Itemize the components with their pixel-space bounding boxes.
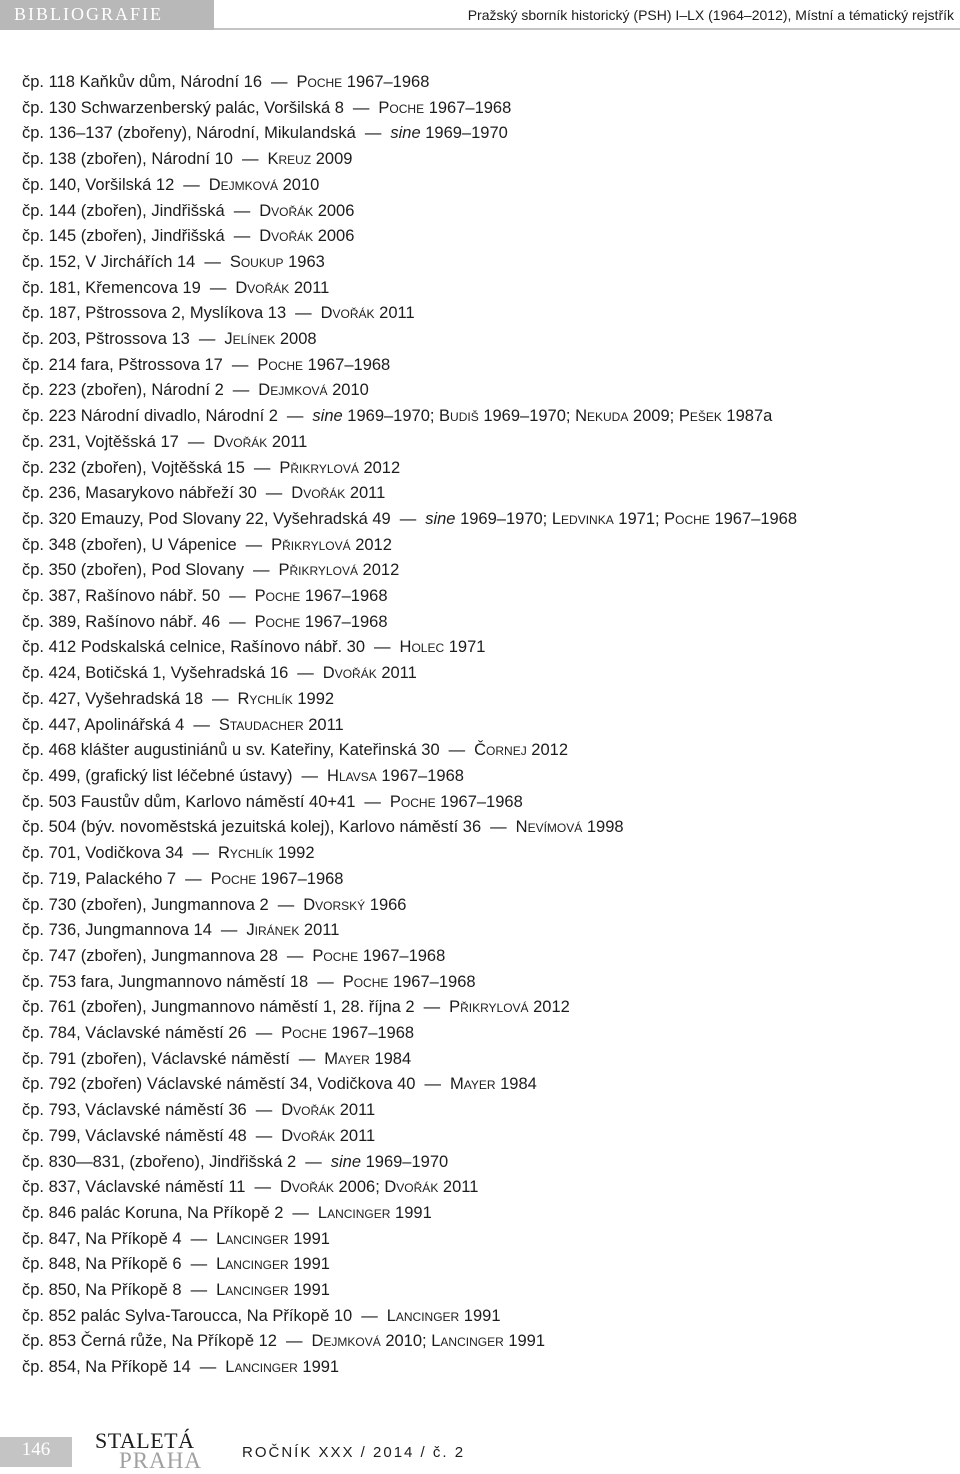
author-name: Přikrylová [449, 998, 529, 1017]
separator-dash: — [232, 381, 250, 400]
entry-text: 1984 [495, 1075, 537, 1094]
index-entry [22, 1175, 797, 1201]
author-name: Poche [254, 587, 301, 606]
entry-text: čp. 719, Palackého 7 [22, 869, 177, 888]
separator-dash: — [490, 818, 507, 837]
entry-text: 1967–1968 [300, 587, 388, 606]
entry-text: 1991 [503, 1332, 546, 1351]
entry-text: čp. 223 (zbořen), Národní 2 [22, 381, 224, 400]
entry-text: čp. 232 (zbořen), Vojtěšská 15 [22, 458, 245, 477]
index-entry-list [22, 70, 797, 1381]
index-entry [22, 353, 797, 379]
entry-text: 2010 [327, 381, 369, 400]
index-entry [22, 430, 797, 456]
separator-dash: — [448, 741, 466, 760]
entry-text: 1967–1968 [342, 73, 430, 91]
author-name: Poche [281, 1024, 327, 1043]
index-entry [22, 378, 797, 404]
author-name: Mayer [449, 1075, 496, 1094]
entry-text: 1966 [365, 895, 407, 914]
sine-label: sine [312, 407, 343, 426]
index-entry [22, 893, 797, 919]
entry-text: 2010; [380, 1332, 432, 1351]
separator-dash: — [229, 612, 246, 631]
index-entry [22, 918, 797, 944]
author-name: Dvořák [259, 201, 314, 220]
entry-text: 1967–1968 [424, 98, 512, 117]
entry-text: čp. 231, Vojtěšská 17 [22, 432, 179, 451]
entry-text: čp. 499, (grafický list léčebné ústavy) [22, 766, 293, 785]
index-entry [22, 1098, 797, 1124]
author-name: Poche [342, 972, 389, 991]
separator-dash: — [187, 432, 205, 451]
author-name: Jiránek [246, 921, 300, 940]
author-name: Ledvinka [551, 509, 614, 528]
entry-text: 1984 [369, 1049, 412, 1068]
separator-dash: — [198, 330, 216, 349]
index-entry [22, 764, 797, 790]
entry-text: čp. 427, Vyšehradská 18 [22, 689, 204, 708]
entry-text: čp. 214 fara, Pštrossova 17 [22, 355, 223, 374]
separator-dash: — [364, 124, 382, 143]
entry-text: čp. 853 Černá růže, Na Příkopě 12 [22, 1332, 277, 1351]
separator-dash: — [253, 458, 271, 477]
entry-text: 2011 [438, 1178, 479, 1197]
sine-label: sine [425, 509, 456, 528]
entry-text: 2006 [313, 201, 355, 220]
entry-text: čp. 830—831, (zbořeno), Jindřišská 2 [22, 1152, 297, 1171]
entry-text: čp. 223 Národní divadlo, Národní 2 [22, 407, 278, 426]
separator-dash: — [265, 484, 283, 503]
index-entry [22, 584, 797, 610]
index-entry [22, 661, 797, 687]
separator-dash: — [374, 638, 391, 657]
author-name: Lancinger [431, 1332, 504, 1351]
entry-text: 2010 [278, 175, 320, 194]
author-name: Soukup [229, 252, 284, 271]
index-entry [22, 173, 797, 199]
index-entry [22, 224, 797, 250]
separator-dash: — [190, 1229, 208, 1248]
entry-text: 1992 [292, 689, 335, 708]
author-name: Lancinger [386, 1306, 460, 1325]
separator-dash: — [301, 766, 319, 785]
separator-dash: — [364, 792, 381, 811]
author-name: Dvořák [322, 664, 377, 683]
index-entry [22, 1355, 797, 1381]
separator-dash: — [277, 895, 295, 914]
entry-text: čp. 424, Botičská 1, Vyšehradská 16 [22, 664, 289, 683]
author-name: Rychlík [237, 689, 293, 708]
separator-dash: — [193, 715, 210, 734]
separator-dash: — [297, 664, 314, 683]
author-name: Jelínek [224, 330, 276, 349]
entry-text: 2009; [628, 407, 679, 426]
entry-text: čp. 747 (zbořen), Jungmannova 28 [22, 946, 278, 965]
separator-dash: — [298, 1049, 316, 1068]
entry-text: 1992 [273, 844, 315, 863]
index-entry [22, 1124, 797, 1150]
author-name: Kreuz [267, 150, 312, 169]
separator-dash: — [361, 1306, 378, 1325]
entry-text: 1987a [721, 407, 773, 426]
index-entry [22, 121, 797, 147]
entry-text: 1969–1970; [342, 407, 440, 426]
author-name: Rychlík [217, 844, 274, 863]
author-name: Dvořák [281, 1126, 336, 1145]
author-name: Lancinger [216, 1255, 289, 1274]
separator-dash: — [233, 227, 251, 246]
entry-text: 1967–1968 [326, 1024, 415, 1043]
separator-dash: — [192, 844, 209, 863]
author-name: Poche [210, 869, 257, 888]
separator-dash: — [190, 1281, 208, 1300]
entry-text: čp. 468 klášter augustiniánů u sv. Kateřiny, Kateřinská 30 [22, 741, 440, 760]
entry-text: 1998 [582, 818, 624, 837]
entry-text: čp. 799, Václavské náměstí 48 [22, 1126, 247, 1145]
index-entry [22, 1072, 797, 1098]
author-name: Budiš [439, 407, 479, 426]
separator-dash: — [317, 972, 334, 991]
entry-text: čp. 447, Apolinářská 4 [22, 715, 185, 734]
section-label: BIBLIOGRAFIE [14, 4, 163, 24]
entry-text: čp. 852 palác Sylva-Taroucca, Na Příkopě 10 [22, 1306, 353, 1325]
author-name: Poche [312, 946, 359, 965]
index-entry [22, 456, 797, 482]
entry-text: čp. 854, Na Příkopě 14 [22, 1358, 191, 1377]
author-name: Holec [399, 638, 445, 657]
entry-text: 2011 [289, 278, 330, 297]
journal-logo [95, 1428, 220, 1472]
author-name: Pešek [678, 407, 722, 426]
entry-text: 1971 [444, 638, 486, 657]
author-name: Poche [664, 509, 710, 528]
author-name: Poche [296, 73, 343, 91]
separator-dash: — [241, 150, 259, 169]
author-name: Hlavsa [327, 766, 377, 785]
index-entry [22, 1227, 797, 1253]
separator-dash: — [209, 278, 227, 297]
separator-dash: — [233, 201, 251, 220]
entry-text: 1969–1970; [455, 509, 552, 528]
entry-text: 1991 [288, 1281, 330, 1300]
header-rule [214, 28, 960, 30]
author-name: Dvořák [384, 1178, 439, 1197]
index-entry [22, 1252, 797, 1278]
entry-text: čp. 152, V Jirchářích 14 [22, 252, 196, 271]
index-entry [22, 738, 797, 764]
page-number: 146 [21, 1439, 51, 1460]
index-entry [22, 1278, 797, 1304]
entry-text: čp. 138 (zbořen), Národní 10 [22, 150, 233, 169]
separator-dash: — [271, 73, 288, 91]
separator-dash: — [254, 1178, 271, 1197]
logo-line-1: STALETÁ [95, 1428, 195, 1453]
entry-text: čp. 136–137 (zbořeny), Národní, Mikulandská [22, 124, 356, 143]
index-entry [22, 481, 797, 507]
entry-text: 2008 [275, 330, 317, 349]
separator-dash: — [190, 1255, 208, 1274]
entry-text: čp. 187, Pštrossova 2, Myslíkova 13 [22, 304, 287, 323]
author-name: Přikrylová [279, 458, 359, 477]
entry-text: 1991 [390, 1203, 432, 1222]
author-name: Poche [389, 792, 436, 811]
author-name: Dvořák [259, 227, 314, 246]
entry-text: 1971; [613, 509, 665, 528]
author-name: Dejmková [208, 175, 279, 194]
author-name: Dejmková [258, 381, 328, 400]
author-name: Poche [378, 98, 425, 117]
index-entry [22, 1201, 797, 1227]
author-name: Poche [257, 355, 304, 374]
index-entry [22, 944, 797, 970]
index-entry [22, 635, 797, 661]
separator-dash: — [305, 1152, 322, 1171]
separator-dash: — [286, 946, 304, 965]
index-entry [22, 1021, 797, 1047]
entry-text: 1967–1968 [358, 946, 446, 965]
separator-dash: — [399, 509, 417, 528]
entry-text: čp. 203, Pštrossova 13 [22, 330, 190, 349]
running-title: Pražský sborník historický (PSH) I–LX (1964–2012), Místní a tématický rejstřík [467, 7, 954, 23]
index-entry [22, 70, 797, 96]
index-entry [22, 250, 797, 276]
entry-text: čp. 736, Jungmannova 14 [22, 921, 212, 940]
separator-dash: — [231, 355, 249, 374]
entry-text: čp. 846 palác Koruna, Na Příkopě 2 [22, 1203, 284, 1222]
index-entry [22, 790, 797, 816]
author-name: Dvorský [303, 895, 366, 914]
separator-dash: — [252, 561, 270, 580]
entry-text: 1967–1968 [256, 869, 344, 888]
entry-text: 2011 [376, 664, 417, 683]
index-entry [22, 867, 797, 893]
entry-text: 2011 [303, 715, 344, 734]
sine-label: sine [390, 124, 421, 143]
author-name: Dvořák [320, 304, 375, 323]
separator-dash: — [204, 252, 221, 271]
entry-text: čp. 850, Na Příkopě 8 [22, 1281, 182, 1300]
index-entry [22, 507, 797, 533]
entry-text: 2011 [335, 1126, 376, 1145]
entry-text: čp. 144 (zbořen), Jindřišská [22, 201, 225, 220]
entry-text: čp. 791 (zbořen), Václavské náměstí [22, 1049, 290, 1068]
entry-text: 1967–1968 [303, 355, 391, 374]
entry-text: čp. 387, Rašínovo nábř. 50 [22, 587, 221, 606]
author-name: Lancinger [225, 1358, 298, 1377]
index-entry [22, 841, 797, 867]
separator-dash: — [292, 1203, 309, 1222]
entry-text: 2012 [358, 458, 401, 477]
separator-dash: — [424, 1075, 441, 1094]
author-name: Lancinger [216, 1281, 289, 1300]
separator-dash: — [352, 98, 370, 117]
author-name: Nevímová [515, 818, 583, 837]
index-entry [22, 96, 797, 122]
entry-text: čp. 503 Faustův dům, Karlovo náměstí 40+41 [22, 792, 356, 811]
entry-text: 1991 [297, 1358, 340, 1377]
index-entry [22, 970, 797, 996]
entry-text: 1969–1970; [478, 407, 576, 426]
index-entry [22, 533, 797, 559]
entry-text: 1991 [459, 1306, 501, 1325]
author-name: Lancinger [317, 1203, 391, 1222]
separator-dash: — [185, 869, 202, 888]
author-name: Nekuda [575, 407, 629, 426]
entry-text: 1991 [288, 1229, 330, 1248]
entry-text: čp. 837, Václavské náměstí 11 [22, 1178, 246, 1197]
entry-text: 2011 [345, 484, 386, 503]
entry-text: čp. 320 Emauzy, Pod Slovany 22, Vyšehradská 49 [22, 509, 391, 528]
index-entry [22, 1150, 797, 1176]
entry-text: 2006 [313, 227, 355, 246]
entry-text: čp. 412 Podskalská celnice, Rašínovo nábř. 30 [22, 638, 366, 657]
separator-dash: — [199, 1358, 217, 1377]
entry-text: 2006; [333, 1178, 385, 1197]
author-name: Lancinger [216, 1229, 289, 1248]
author-name: Mayer [324, 1049, 370, 1068]
index-entry [22, 713, 797, 739]
entry-text: 1967–1968 [388, 972, 476, 991]
author-name: Čornej [474, 741, 527, 760]
index-entry [22, 276, 797, 302]
separator-dash: — [255, 1024, 273, 1043]
index-entry [22, 199, 797, 225]
page-number-band [0, 1437, 72, 1467]
entry-text: 2012 [350, 535, 392, 554]
entry-text: čp. 348 (zbořen), U Vápenice [22, 535, 237, 554]
entry-text: čp. 730 (zbořen), Jungmannova 2 [22, 895, 269, 914]
separator-dash: — [183, 175, 200, 194]
entry-text: čp. 753 fara, Jungmannovo náměstí 18 [22, 972, 309, 991]
entry-text: čp. 350 (zbořen), Pod Slovany [22, 561, 244, 580]
separator-dash: — [212, 689, 229, 708]
entry-text: 2012 [528, 998, 570, 1017]
index-entry [22, 687, 797, 713]
index-entry [22, 558, 797, 584]
entry-text: čp. 847, Na Příkopě 4 [22, 1229, 182, 1248]
entry-text: 2011 [299, 921, 340, 940]
entry-text: čp. 848, Na Příkopě 6 [22, 1255, 182, 1274]
author-name: Přikrylová [271, 535, 351, 554]
separator-dash: — [285, 1332, 303, 1351]
index-entry [22, 610, 797, 636]
entry-text: 1991 [288, 1255, 330, 1274]
author-name: Přikrylová [278, 561, 358, 580]
separator-dash: — [423, 998, 441, 1017]
entry-text: 2011 [335, 1101, 376, 1120]
entry-text: 1967–1968 [376, 766, 464, 785]
entry-text: 2011 [374, 304, 415, 323]
index-entry [22, 815, 797, 841]
index-entry [22, 404, 797, 430]
volume-info: ROČNÍK XXX / 2014 / č. 2 [242, 1444, 466, 1461]
entry-text: 1963 [283, 252, 325, 271]
entry-text: 2012 [526, 741, 569, 760]
sine-label: sine [330, 1152, 362, 1171]
entry-text: čp. 504 (býv. novoměstská jezuitská kolej), Karlovo náměstí 36 [22, 818, 482, 837]
entry-text: čp. 793, Václavské náměstí 36 [22, 1101, 247, 1120]
entry-text: čp. 761 (zbořen), Jungmannovo náměstí 1, 28. října 2 [22, 998, 415, 1017]
author-name: Dejmková [311, 1332, 381, 1351]
author-name: Dvořák [281, 1101, 336, 1120]
entry-text: čp. 130 Schwarzenberský palác, Voršilská 8 [22, 98, 344, 117]
entry-text: čp. 118 Kaňkův dům, Národní 16 [22, 73, 263, 91]
entry-text: 1969–1970 [361, 1152, 449, 1171]
entry-text: 1967–1968 [300, 612, 388, 631]
separator-dash: — [229, 587, 246, 606]
entry-text: 1967–1968 [435, 792, 523, 811]
separator-dash: — [245, 535, 263, 554]
index-entry [22, 301, 797, 327]
index-entry [22, 1329, 797, 1355]
index-entry [22, 1304, 797, 1330]
section-header-band [0, 0, 214, 30]
entry-text: čp. 145 (zbořen), Jindřišská [22, 227, 225, 246]
entry-text: 2009 [311, 150, 353, 169]
entry-text: čp. 140, Voršilská 12 [22, 175, 175, 194]
logo-line-2: PRAHA [119, 1448, 202, 1473]
separator-dash: — [255, 1126, 273, 1145]
author-name: Poche [254, 612, 301, 631]
entry-text: čp. 389, Rašínovo nábř. 46 [22, 612, 221, 631]
author-name: Dvořák [279, 1178, 334, 1197]
author-name: Staudacher [218, 715, 304, 734]
entry-text: 1967–1968 [709, 509, 798, 528]
index-entry [22, 995, 797, 1021]
index-entry [22, 1047, 797, 1073]
separator-dash: — [255, 1101, 273, 1120]
index-entry [22, 327, 797, 353]
index-entry [22, 147, 797, 173]
entry-text: 2012 [357, 561, 400, 580]
author-name: Dvořák [213, 432, 268, 451]
entry-text: 2011 [267, 432, 308, 451]
entry-text: 1969–1970 [420, 124, 508, 143]
entry-text: čp. 181, Křemencova 19 [22, 278, 201, 297]
author-name: Dvořák [235, 278, 290, 297]
separator-dash: — [286, 407, 304, 426]
entry-text: čp. 792 (zbořen) Václavské náměstí 34, Vodičkova 40 [22, 1075, 416, 1094]
entry-text: čp. 701, Vodičkova 34 [22, 844, 184, 863]
separator-dash: — [220, 921, 238, 940]
author-name: Dvořák [291, 484, 346, 503]
entry-text: čp. 784, Václavské náměstí 26 [22, 1024, 247, 1043]
entry-text: čp. 236, Masarykovo nábřeží 30 [22, 484, 257, 503]
separator-dash: — [295, 304, 312, 323]
